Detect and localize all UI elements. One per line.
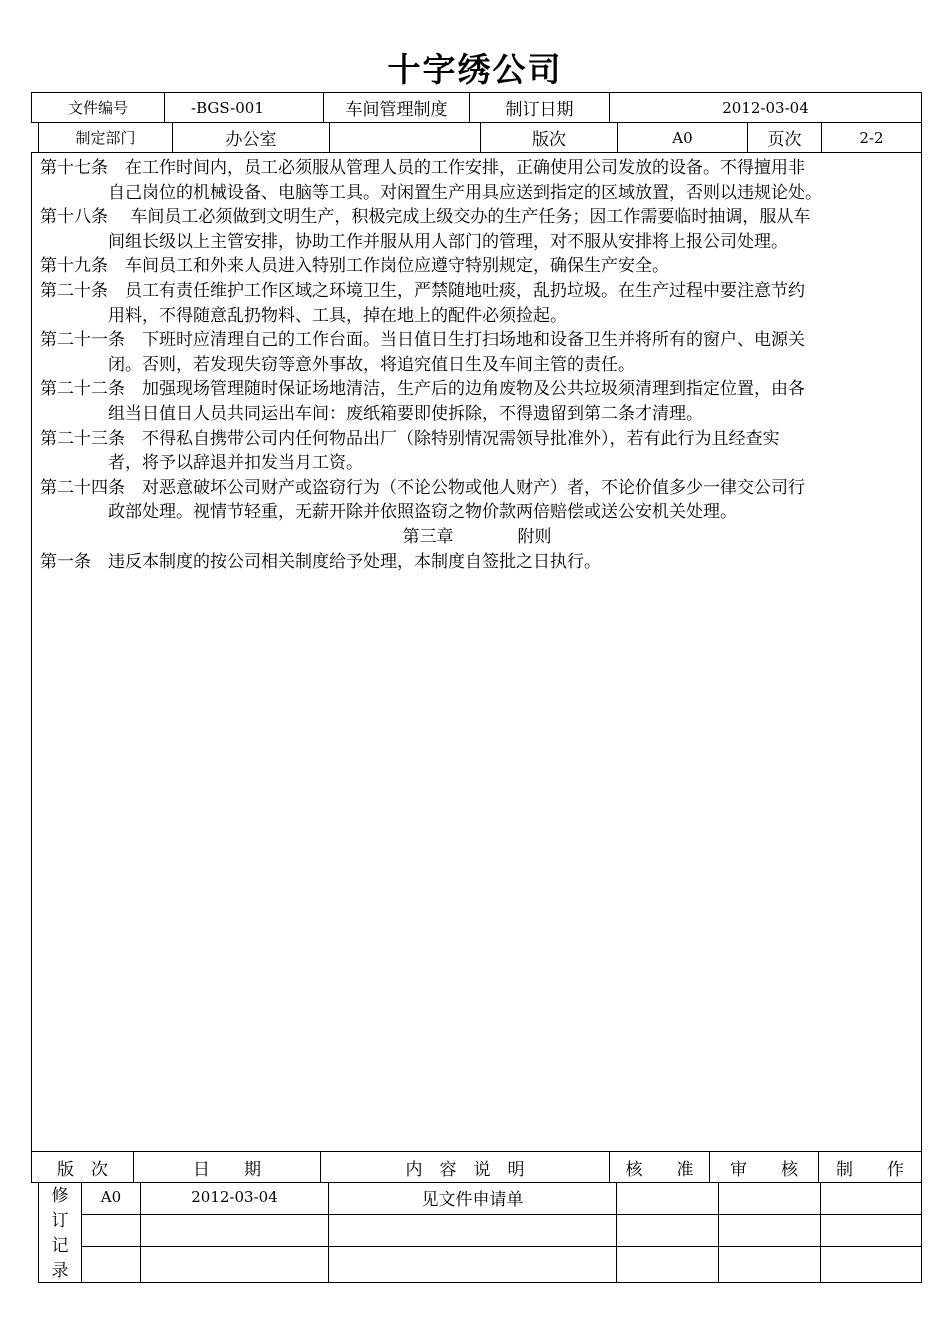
rev-row-3-date — [141, 1247, 328, 1282]
rev-row-2-review — [719, 1215, 820, 1246]
page-value: 2-2 — [859, 128, 884, 147]
version-label: 版次 — [532, 130, 566, 150]
rev-row-2-version — [82, 1215, 140, 1246]
dept-label: 制定部门 — [75, 129, 136, 147]
rev-row-1-make — [821, 1183, 921, 1211]
revision-label-char-4: 录 — [51, 1261, 69, 1281]
article-19: 第十九条 车间员工和外来人员进入特别工作岗位应遵守特别规定，确保生产安全。 — [40, 256, 669, 277]
revision-label-char-3: 记 — [51, 1236, 69, 1256]
rev-row-1-content: 见文件申请单 — [421, 1189, 524, 1210]
header-row-2 — [38, 122, 922, 153]
rev-row-1-approve — [617, 1183, 718, 1211]
blank-cell — [330, 123, 480, 152]
rev-content-header: 内 容 说 明 — [405, 1159, 525, 1180]
rev-row-2-make — [821, 1215, 921, 1246]
issue-date-value: 2012-03-04 — [722, 98, 809, 117]
version-value: A0 — [672, 128, 693, 147]
rev-row-3-content — [329, 1247, 616, 1282]
rev-row-3-version — [82, 1247, 140, 1282]
revision-label-char-2: 订 — [51, 1211, 69, 1231]
rev-review-header: 审 核 — [730, 1159, 798, 1180]
rev-row-2-approve — [617, 1215, 718, 1246]
rev-row-3-review — [719, 1247, 820, 1282]
rev-row-1-version: A0 — [100, 1188, 122, 1206]
final-article: 第一条 违反本制度的按公司相关制度给予处理，本制度自签批之日执行。 — [40, 551, 601, 572]
rev-approve-header: 核 准 — [625, 1159, 694, 1180]
doc-number-label: 文件编号 — [67, 99, 128, 117]
revision-header-row — [31, 1151, 922, 1183]
article-23: 第二十三条 不得私自携带公司内任何物品出厂（除特别情况需领导批准外），若有此行为且经查实 者，将予以辞退并扣发当月工资。 — [40, 428, 780, 474]
doc-name: 车间管理制度 — [345, 100, 448, 120]
issue-date-label: 制订日期 — [505, 100, 574, 120]
revision-table — [38, 1182, 922, 1283]
article-20: 第二十条 员工有责任维护工作区域之环境卫生，严禁随地吐痰，乱扔垃圾。在生产过程中要注意节约 用料，不得随意乱扔物料、工具，掉在地上的配件必须捡起。 — [40, 280, 805, 326]
rev-version-header: 版 次 — [57, 1159, 108, 1180]
rev-row-1-review — [719, 1183, 820, 1211]
document-title: 十字绣公司 — [387, 50, 563, 89]
rev-date-header: 日 期 — [193, 1159, 261, 1180]
rev-make-header: 制 作 — [836, 1159, 904, 1180]
chapter-heading: 第三章 附则 — [402, 526, 552, 547]
rev-row-3-approve — [617, 1247, 718, 1282]
article-22: 第二十二条 加强现场管理随时保证场地清洁，生产后的边角废物及公共垃圾须清理到指定位置，由各 组当日值日人员共同运出车间：废纸箱要即使拆除，不得遗留到第二条才清理。 — [40, 379, 805, 424]
rev-row-1-date: 2012-03-04 — [191, 1188, 278, 1206]
regulation-body — [40, 156, 914, 574]
article-17: 第十七条 在工作时间内，员工必须服从管理人员的工作安排，正确使用公司发放的设备。不得擅用非 自己岗位的机械设备、电脑等工具。对闲置生产用具应送到指定的区域放置，否则以违规论处。 — [40, 158, 822, 203]
page-label: 页次 — [767, 130, 802, 150]
doc-number-value: -BGS-001 — [191, 98, 264, 117]
header-row-1 — [31, 92, 922, 123]
dept-value: 办公室 — [225, 130, 277, 150]
rev-row-2-date — [141, 1215, 328, 1246]
rev-row-3-make — [821, 1247, 921, 1282]
article-21: 第二十一条 下班时应清理自己的工作台面。当日值日生打扫场地和设备卫生并将所有的窗户、电源关 闭。否则，若发现失窃等意外事故，将追究值日生及车间主管的责任。 — [40, 330, 805, 375]
rev-row-2-content — [329, 1215, 616, 1246]
revision-label-char-1: 修 — [51, 1186, 69, 1206]
article-18: 第十八条 车间员工必须做到文明生产，积极完成上级交办的生产任务；因工作需要临时抽调，服从车 间组长级以上主管安排，协助工作并服从用人部门的管理，对不服从安排将上报公司处理。 — [40, 207, 811, 252]
article-24: 第二十四条 对恶意破坏公司财产或盗窃行为（不论公物或他人财产）者，不论价值多少一律交公司行 政部处理。视情节轻重，无薪开除并依照盗窃之物价款两倍赔偿或送公安机关处理。 — [40, 477, 805, 523]
